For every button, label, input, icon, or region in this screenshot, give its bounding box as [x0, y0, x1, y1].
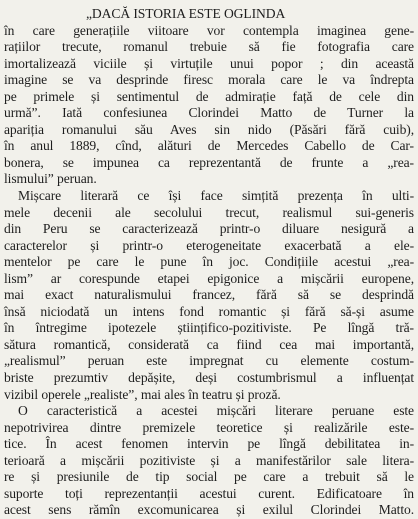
text-line: apariția romanului său Aves sin nido (Păsări fără cuib), — [4, 121, 414, 137]
text-line: O caracteristică a acestei mișcări literare peruane este — [18, 403, 414, 419]
paragraph-2 — [4, 188, 414, 403]
text-line: în anul 1889, cînd, alături de Mercedes Cabello de Car- — [4, 138, 414, 154]
text-line: lismului” peruan. — [4, 171, 97, 187]
text-line: tice. În acest fenomen intervin pe lîngă debilitatea in- — [4, 436, 414, 452]
text-line: din Peru se caracterizează printr-o diluare nesigură a — [4, 221, 414, 237]
paragraph-3 — [4, 403, 414, 519]
text-line: nepotrivirea dintre premizele teoretice și realizările este- — [4, 419, 414, 435]
text-line: Mișcare literară ce își face simțită prezența în ulti- — [18, 188, 414, 204]
text-line: briste prezumtiv depășite, deși costumbrismul a influențat — [4, 370, 414, 386]
text-line: terioară a mișcării pozitiviste și a manifestărilor sale litera- — [4, 452, 414, 468]
text-line: imortalizează viciile și virtuțile unui popor ; din această — [4, 55, 414, 71]
text-line: vizibil operele „realiste”, mai ales în teatru și proză. — [4, 386, 281, 402]
text-line: rațiilor trecute, romanul trebuie să fie fotografia care — [4, 39, 414, 55]
text-line: lism” ar corespunde etapei epigonice a mișcării europene, — [4, 270, 414, 286]
article-page — [4, 6, 414, 518]
text-line: sătura romantică, considerată ca fiind cea mai importantă, — [4, 336, 414, 352]
text-line: „DACĂ ISTORIA ESTE OGLINDA — [86, 6, 286, 21]
text-line: pe primele și sentimentul de admirație față de cele din — [4, 88, 414, 104]
text-line: re și presiunile de tip social pe care a trebuit să le — [4, 469, 414, 485]
text-line: bonera, se impunea ca reprezentantă de frunte a „rea- — [4, 154, 414, 170]
text-line: în întregime ipotezele științifico-pozitiviste. Pe lîngă tră- — [4, 320, 414, 336]
text-line: suporte toți reprezentanții acestui curent. Edificatoare în — [4, 485, 414, 501]
text-line: mele decenii ale secolului trecut, realismul sui-generis — [4, 204, 414, 220]
text-line: în care generațiile viitoare vor contempla imaginea gene- — [4, 22, 414, 38]
text-line: mentelor pe care le pune în joc. Condițiile acestui „rea- — [4, 254, 414, 270]
text-line: urmă”. Iată confesiunea Clorindei Matto de Turner la — [4, 105, 414, 121]
text-line: mai exact naturalismului francez, fără să se desprindă — [4, 287, 414, 303]
paragraph-1 — [4, 6, 414, 188]
text-line: imagine se va desprinde firesc morala care le va îndrepta — [4, 72, 414, 88]
text-line: acest sens rămîn excomunicarea și exilul Clorindei Matto. — [4, 502, 414, 518]
text-line: „realismul” peruan este impregnat cu elemente costum- — [4, 353, 414, 369]
text-line: însă niciodată un intens fond romantic și fără să-și asume — [4, 303, 414, 319]
text-line: caracterelor și printr-o eterogeneitate exacerbată a ele- — [4, 237, 414, 253]
